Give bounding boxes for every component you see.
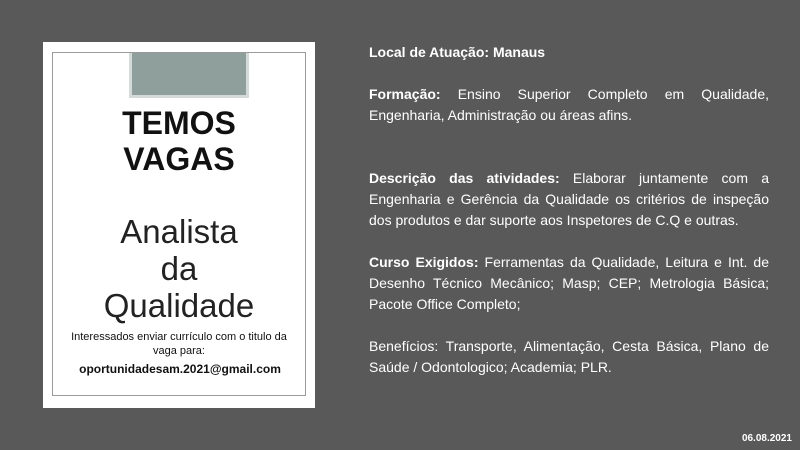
post-date: 06.08.2021 xyxy=(741,433,792,444)
courses-label: Curso Exigidos: xyxy=(369,254,479,270)
headline-line-1: TEMOS xyxy=(122,105,236,141)
courses-section xyxy=(369,252,769,315)
job-title-line-3: Qualidade xyxy=(103,287,255,324)
poster-header-tab xyxy=(129,53,249,98)
benefits-text: Benefícios: Transporte, Alimentação, Cesta Básica, Plano de Saúde / Odontologico; Academia; PLR. xyxy=(369,338,769,375)
activities-section xyxy=(369,168,769,231)
headline-line-2: VAGAS xyxy=(123,141,235,177)
location-label: Local de Atuação: Manaus xyxy=(369,44,546,60)
education-label: Formação: xyxy=(369,86,441,102)
job-details xyxy=(369,42,769,378)
courses-text: Ferramentas da Qualidade, Leitura e Int. de Desenho Técnico Mecânico; Masp; CEP; Metrologia Básica; Pacote Office Completo; xyxy=(369,254,770,312)
contact-email: oportunidadesam.2021@gmail.com xyxy=(79,362,281,376)
headline xyxy=(53,105,305,177)
activities-text: Elaborar juntamente com a Engenharia e Gerência da Qualidade os critérios de inspeção dos produtos e dar suporte aos Inspetores de C.Q e outras. xyxy=(369,170,769,228)
education-text: Ensino Superior Completo em Qualidade, Engenharia, Administração ou áreas afins. xyxy=(369,86,769,123)
education-section xyxy=(369,84,769,126)
activities-label: Descrição das atividades: xyxy=(369,170,560,186)
job-title xyxy=(53,213,305,324)
job-poster-card xyxy=(43,42,315,408)
application-instructions: Interessados enviar currículo com o titulo da vaga para: xyxy=(71,331,287,357)
job-title-line-1: Analista xyxy=(120,213,238,250)
job-title-line-2: da xyxy=(160,250,198,287)
